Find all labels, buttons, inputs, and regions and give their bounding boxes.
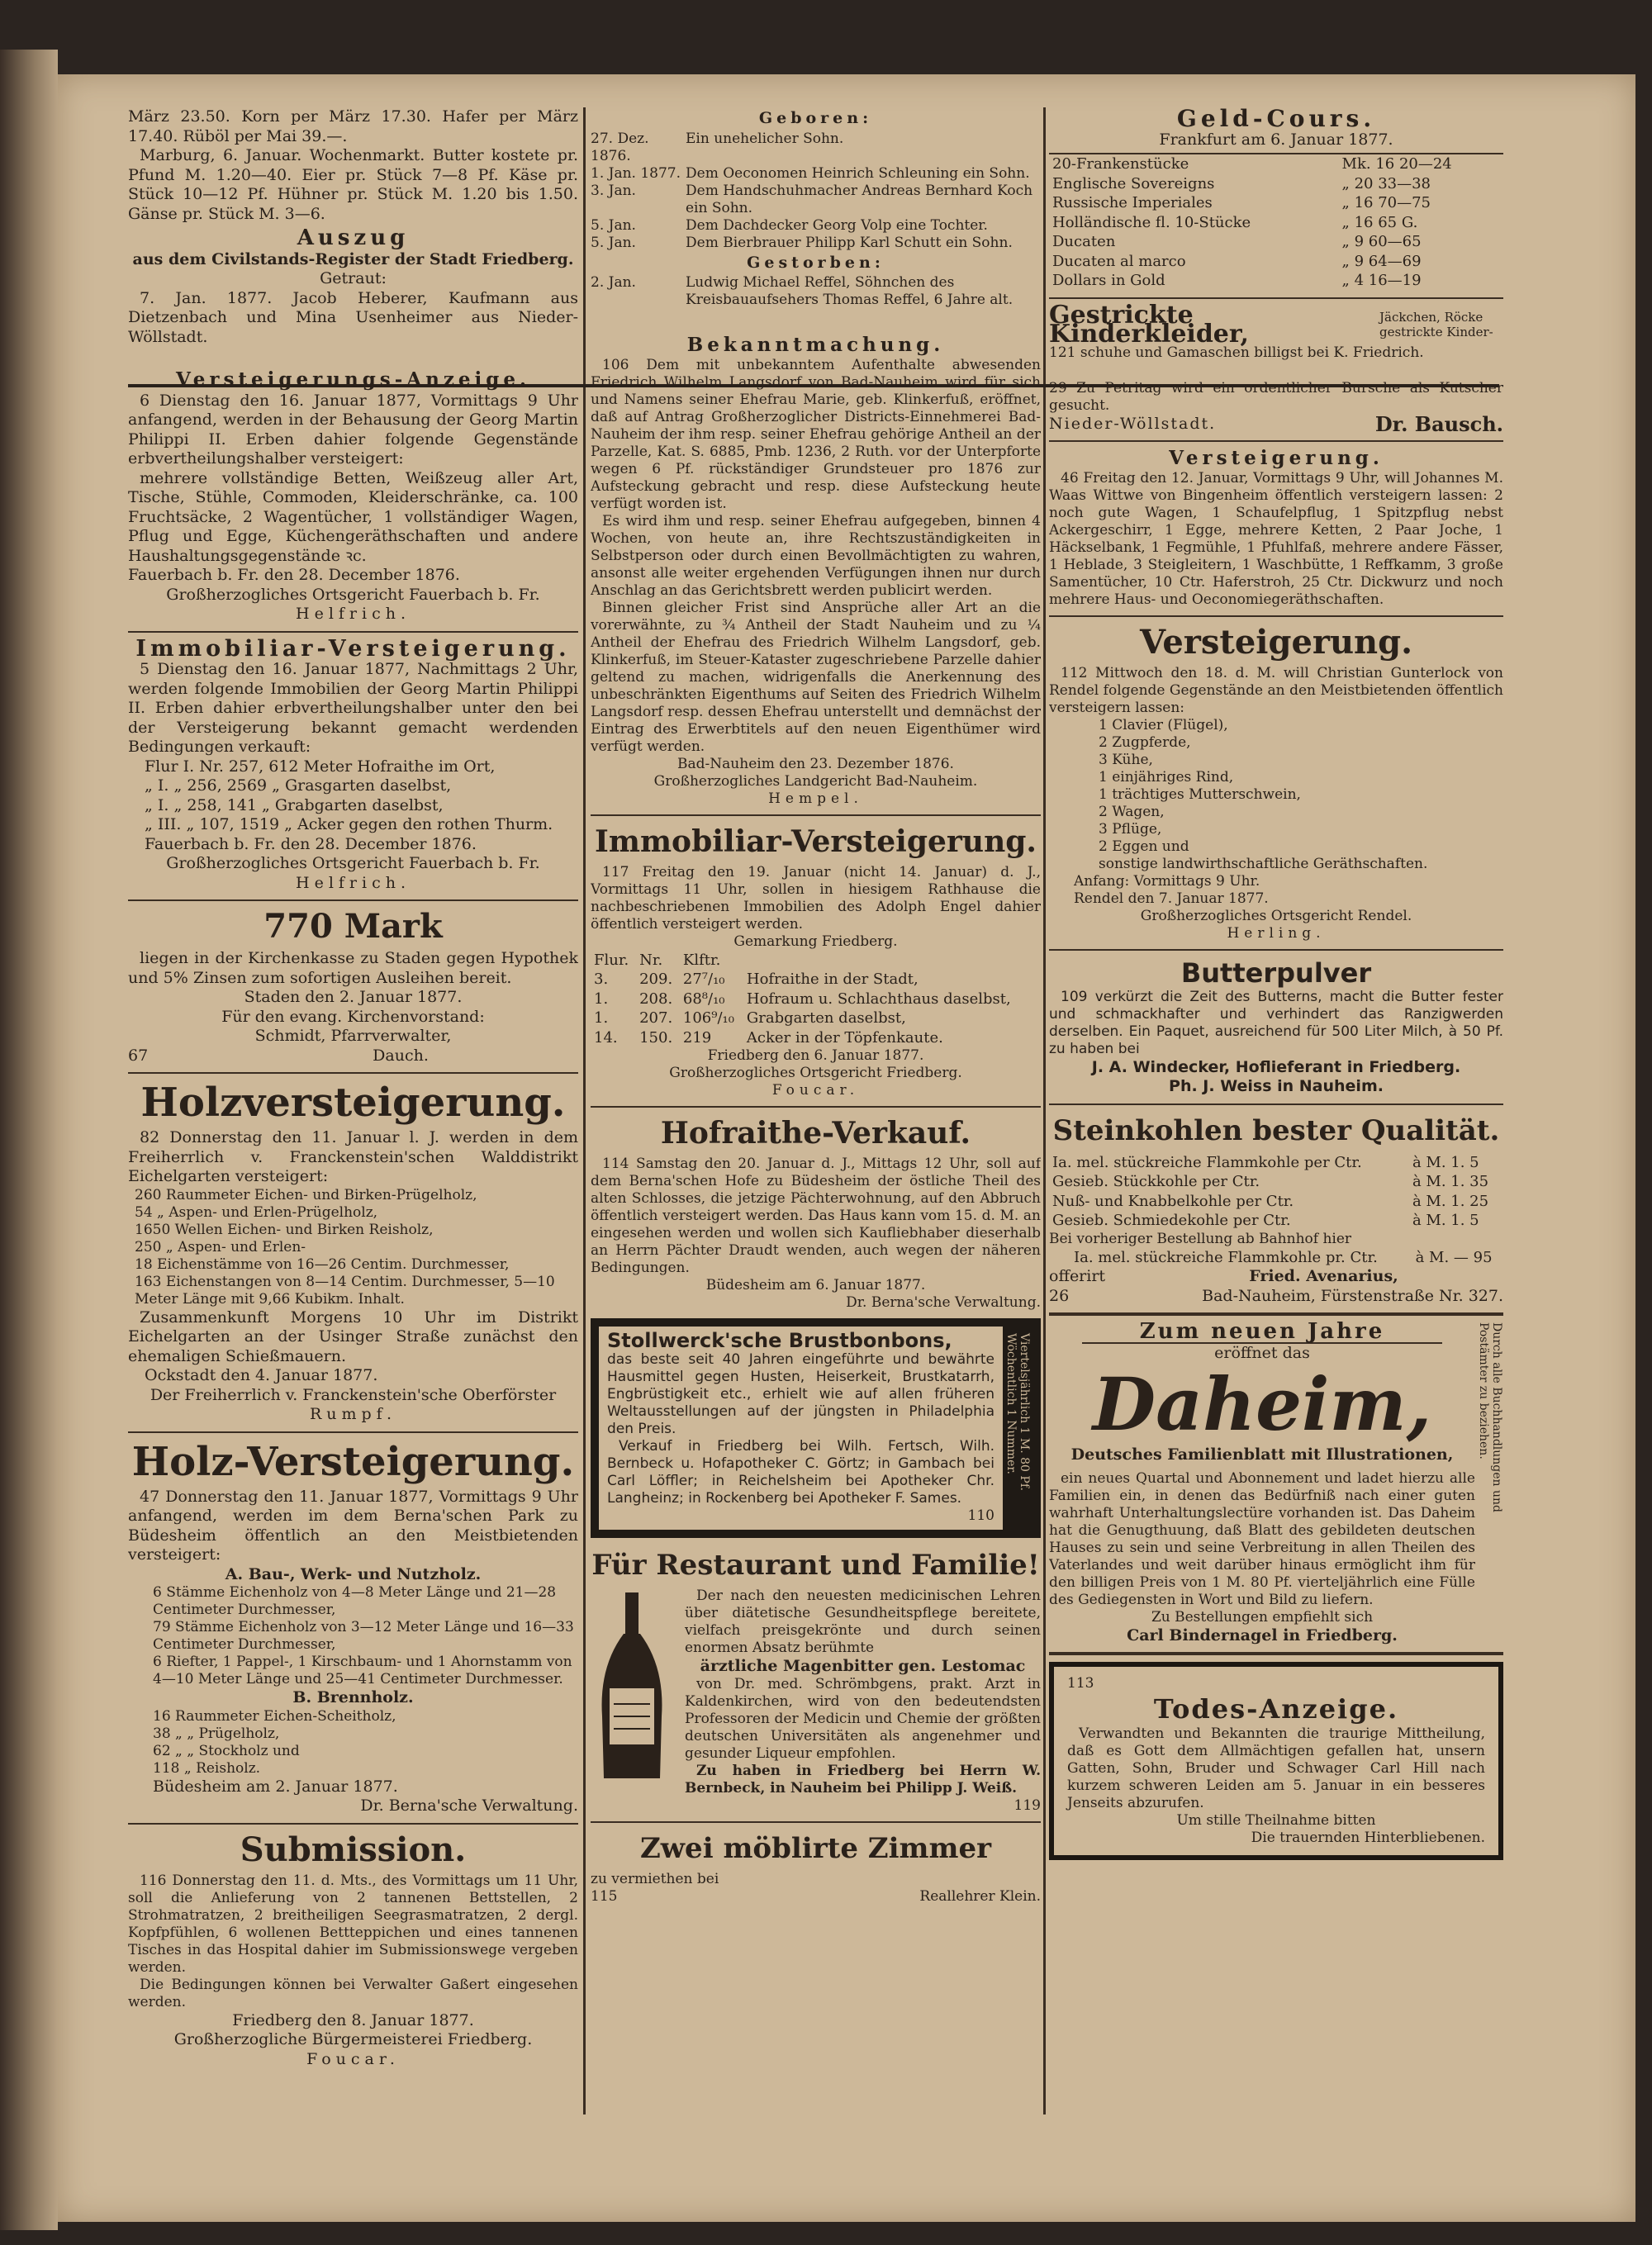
submission-text: 116 Donnerstag den 11. d. Mts., des Vormittags um 11 Uhr, soll die Anlieferung von 2 tannenen Bettstellen, 2 Strohmatratzen, 2 breitheiligen Seegrasmatratzen, 2 dergl. Kopfpfühlen, 6 wollenen Bettteppichen und eines tannenen Tisches in das Hospital dahier im Submissionswege vergeben werden. <box>128 1872 578 1976</box>
holzversteigerung-sig2: Rumpf. <box>309 1405 397 1423</box>
geboren-label: Geboren: <box>758 109 873 127</box>
bekanntmachung-date: Bad-Nauheim den 23. Dezember 1876. <box>677 755 954 772</box>
bursche-place: Nieder-Wöllstadt. <box>1049 414 1217 433</box>
table-cell: à M. — 95 <box>1415 1248 1493 1266</box>
birth-row <box>591 131 1041 165</box>
butterpulver-sig2: Ph. J. Weiss in Nauheim. <box>1169 1077 1384 1095</box>
bekanntmachung-sig1: Großherzogliches Landgericht Bad-Nauheim. <box>653 772 978 790</box>
table-cell: „ 16 70—75 <box>1341 194 1431 211</box>
immobiliar2-sig1: Großherzogliches Ortsgericht Friedberg. <box>669 1065 962 1081</box>
table-cell: Ia. mel. stückreiche Flammkohle pr. Ctr. <box>1074 1248 1378 1266</box>
daheim-top: Zum neuen Jahre <box>1082 1322 1442 1344</box>
table-row <box>1049 213 1503 233</box>
auszug-subtitle: aus dem Civilstands-Register der Stadt Friedberg. <box>132 249 574 268</box>
divider <box>1049 1104 1503 1105</box>
versteigerung2-item: 1 einjähriges Rind, <box>1099 768 1234 786</box>
holz-versteigerung-b-item-4: 118 „ Reisholz. <box>153 1759 261 1777</box>
divider <box>1049 949 1503 951</box>
table-header-cell: Klftr. <box>682 951 721 969</box>
holzversteigerung-date: Ockstadt den 4. Januar 1877. <box>145 1366 378 1384</box>
submission-sig2: Foucar. <box>306 2049 400 2068</box>
todes-anzeige <box>1049 1662 1503 1860</box>
birth-row <box>591 183 1041 217</box>
stollwerck-ad <box>591 1318 1041 1538</box>
table-row <box>1049 1192 1503 1212</box>
divider <box>591 1106 1041 1108</box>
table-row <box>1049 271 1503 291</box>
table-cell: 207. <box>639 1009 673 1027</box>
versteigerungs-anzeige-sig2: Helfrich. <box>296 605 411 623</box>
holzversteigerung-item-5: 18 Eichenstämme von 16—26 Centim. Durchmesser, <box>135 1255 510 1273</box>
todes-anzeige-quiet: Um stille Theilnahme bitten <box>1176 1812 1376 1829</box>
table-row <box>591 990 1041 1009</box>
bursche-footer <box>1049 411 1503 436</box>
table-row <box>1049 1248 1503 1268</box>
versteigerung2-item: 2 Zugpferde, <box>1099 733 1191 751</box>
immobiliar-row-2: „ I. „ 256, 2569 „ Grasgarten daselbst, <box>145 776 452 795</box>
submission-date: Friedberg den 8. Januar 1877. <box>232 2010 474 2029</box>
table-cell: 1. <box>594 1009 609 1027</box>
table-cell: Russische Imperiales <box>1052 194 1213 211</box>
butterpulver-sig1: J. A. Windecker, Hoflieferant in Friedberg. <box>1091 1057 1461 1076</box>
holzversteigerung-title: Holzversteigerung. <box>140 1080 566 1126</box>
geld-cours-title: Geld-Cours. <box>1176 107 1376 132</box>
versteigerung2-text: 112 Mittwoch den 18. d. M. will Christian Gunterlock von Rendel folgende Gegenstände an den Meistbietenden öffentlich versteigern lassen: <box>1049 664 1503 716</box>
divider <box>128 1072 578 1074</box>
table-cell: 27⁷/₁₀ <box>682 971 725 988</box>
stollwerck-text: das beste seit 40 Jahren eingeführte und bewährte Hausmittel gegen Husten, Heiserkeit, Brustkatarrh, Engbrüstigkeit etc., erhielt wie auf allen früheren Weltausstellungen auf der jüngsten in Philadelphia den Preis. <box>607 1350 995 1437</box>
holzversteigerung-item-4: 250 „ Aspen- und Erlen- <box>135 1238 306 1255</box>
table-cell: Holländische fl. 10-Stücke <box>1052 213 1251 231</box>
holz-versteigerung-a-item-1: 6 Stämme Eichenholz von 4—8 Meter Länge und 21—28 Centimeter Durchmesser, <box>153 1584 557 1618</box>
holz-versteigerung-a-item-3: 6 Riefter, 1 Pappel-, 1 Kirschbaum- und 1 Ahornstamm von 4—10 Meter Länge und 25—41 Centimeter Durchmesser. <box>153 1654 572 1687</box>
table-cell: Nuß- und Knabbelkohle per Ctr. <box>1052 1192 1294 1210</box>
770-mark-sig3: Dauch. <box>373 1046 429 1065</box>
kinderkleider-ad <box>1049 300 1503 349</box>
column-rule-2 <box>1043 107 1046 2114</box>
birth-date: 27. Dez. 1876. <box>591 130 649 164</box>
birth-text: Ein unehelicher Sohn. <box>686 130 844 147</box>
todes-anzeige-num: 113 <box>1067 1675 1094 1692</box>
market-report-a: März 23.50. Korn per März 17.30. Hafer per März 17.40. Rüböl per Mai 39.—. <box>128 107 578 145</box>
divider <box>128 1431 578 1433</box>
daheim-sig: Carl Bindernagel in Friedberg. <box>1127 1626 1398 1645</box>
770-mark-title: 770 Mark <box>263 907 443 946</box>
submission-text2: Die Bedingungen können bei Verwalter Gaßert eingesehen werden. <box>128 1976 578 2010</box>
steinkohlen-addr: Bad-Nauheim, Fürstenstraße Nr. 327. <box>1202 1286 1503 1305</box>
birth-row <box>591 217 1041 235</box>
stollwerck-sale: Verkauf in Friedberg bei Wilh. Fertsch, Wilh. Bernbeck u. Hofapotheker C. Görtz; in Gambach bei Carl Löffler; in Reichelsheim bei Apotheker Chr. Langheinz; in Rockenberg bei Apotheker F. Sames. <box>607 1437 995 1507</box>
versteigerung2-item: 1 trächtiges Mutterschwein, <box>1099 786 1301 803</box>
column-3 <box>1049 107 1503 2139</box>
holzversteigerung-item-6: 163 Eichenstangen von 8—14 Centim. Durchmesser, 5—10 Meter Länge mit 9,66 Kubikm. Inhalt. <box>135 1273 555 1308</box>
table-cell: „ 9 60—65 <box>1341 233 1422 250</box>
table-row <box>591 970 1041 990</box>
versteigerung2-item: 2 Eggen und <box>1099 838 1189 855</box>
divider <box>1049 1312 1503 1316</box>
table-row <box>1049 1211 1503 1231</box>
versteigerung1-text: 46 Freitag den 12. Januar, Vormittags 9 Uhr, will Johannes M. Waas Wittwe von Bingenheim öffentlich versteigern lassen: 2 noch gute Wagen, 1 Schaufelpflug, 1 Spitzpflug nebst Ackergeschirr, 1 Egge, mehrere Ketten, 2 Paar Joche, 1 Häckselbank, 1 Fegmühle, 1 Pfuhlfaß, mehrere andere Fässer, 1 Heblade, 3 Steigleitern, 1 Waschbütte, 1 Reffkamm, 3 große Samentücher, 10 Ctr. Haferstroh, 25 Ctr. Dickwurz und noch mehrere Haus- und Oeconomiegeräthschaften. <box>1049 469 1503 608</box>
geld-cours-table <box>1049 153 1503 291</box>
table-row <box>1049 154 1503 174</box>
daheim-side: Durch alle Buchhandlungen und Postämter zu beziehen. <box>1477 1322 1503 1513</box>
bursche-text: 29 Zu Petritag wird ein ordentlicher Bursche als Kutscher gesucht. <box>1049 379 1503 414</box>
steinkohlen-title: Steinkohlen bester Qualität. <box>1052 1113 1500 1147</box>
immobiliar-text: 5 Dienstag den 16. Januar 1877, Nachmittags 2 Uhr, werden folgende Immobilien der Georg Martin Philippi II. Erben dahier erbvertheilungshalber unter den bei der Versteigerung bekannt gemacht werdenden Bedingungen verkauft: <box>128 660 578 756</box>
immobiliar-sig1: Großherzogliches Ortsgericht Fauerbach b. Fr. <box>166 854 540 872</box>
immobiliar2-sig2: Foucar. <box>771 1082 860 1099</box>
table-cell: Hofraum u. Schlachthaus daselbst, <box>746 990 1011 1008</box>
table-cell: Acker in der Töpfenkaute. <box>746 1028 943 1047</box>
holz-versteigerung-a: A. Bau-, Werk- und Nutzholz. <box>225 1564 482 1583</box>
market-report-b: Marburg, 6. Januar. Wochenmarkt. Butter kostete pr. Pfund M. 1.20—40. Eier pr. Stück 7—8 Pf. Käse pr. Stück 10—12 Pf. Hühner pr. Stück M. 1.20 bis 1.50. Gänse pr. Stück M. 3—6. <box>128 146 578 223</box>
table-cell: „ 16 65 G. <box>1341 213 1418 231</box>
770-mark-sig2: Schmidt, Pfarrverwalter, <box>254 1027 452 1045</box>
table-cell: à M. 1. 35 <box>1412 1173 1489 1190</box>
zimmer-sig: Reallehrer Klein. <box>919 1888 1041 1905</box>
birth-row <box>591 235 1041 252</box>
immobiliar-row-4: „ III. „ 107, 1519 „ Acker gegen den rothen Thurm. <box>145 815 553 833</box>
birth-date: 5. Jan. <box>591 234 636 251</box>
divider <box>591 1821 1041 1823</box>
770-mark-num: 67 <box>128 1046 149 1065</box>
submission-sig1: Großherzogliche Bürgermeisterei Friedberg. <box>173 2030 533 2048</box>
table-cell: 1. <box>594 990 609 1008</box>
table-cell: 208. <box>639 990 673 1008</box>
birth-date: 5. Jan. <box>591 216 636 234</box>
table-row <box>1049 174 1503 194</box>
restaurant-title: Für Restaurant und Familie! <box>591 1548 1040 1582</box>
steinkohlen-sig-row <box>1049 1267 1503 1287</box>
divider <box>1049 615 1503 617</box>
divider <box>128 899 578 901</box>
table-cell: Gesieb. Stückkohle per Ctr. <box>1052 1173 1260 1190</box>
steinkohlen-sig: Fried. Avenarius, <box>1249 1267 1398 1285</box>
versteigerungs-anzeige-date: Fauerbach b. Fr. den 28. December 1876. <box>128 566 460 584</box>
holzversteigerung-item-2: 54 „ Aspen- und Erlen-Prügelholz, <box>135 1203 378 1221</box>
table-header-cell: Nr. <box>639 951 663 969</box>
bekanntmachung-text2: Es wird ihm und resp. seiner Ehefrau aufgegeben, binnen 4 Wochen, von heute an, ihre Rechtszuständigkeiten in Selbstperson oder durch einen Bevollmächtigten zu wahren, ansonst alle weiter ergehenden Verfügungen ihnen nur durch Anschlag an das Gerichtsbrett werden publicirt werden. <box>591 512 1041 599</box>
todes-anzeige-title: Todes-Anzeige. <box>1153 1693 1399 1725</box>
todes-anzeige-text: Verwandten und Bekannten die traurige Mittheilung, daß es Gott dem Allmächtigen gefallen hat, unsern Gatten, Sohn, Bruder und Schwager Carl Hill nach kurzem schweren Leiden am 5. Januar in ein besseres Jenseits abzurufen. <box>1067 1725 1485 1811</box>
versteigerungs-anzeige-items: mehrere vollständige Betten, Weißzeug aller Art, Tische, Stühle, Commoden, Kleiderschränke, ca. 100 Fruchtsäcke, 2 Wagentücher, 1 vollständiger Wagen, Pflug und Egge, Küchengeräthschaften und andere Haushaltungsgegenstände ꝛc. <box>128 468 578 565</box>
immobiliar2-table <box>591 951 1041 1048</box>
birth-row <box>591 165 1041 183</box>
holzversteigerung-item-3: 1650 Wellen Eichen- und Birken Reisholz, <box>135 1221 434 1238</box>
table-cell: 106⁹/₁₀ <box>682 1009 734 1027</box>
table-cell: 14. <box>594 1028 618 1047</box>
steinkohlen-table-2 <box>1049 1248 1503 1268</box>
zimmer-footer <box>591 1888 1041 1906</box>
daheim-text: ein neues Quartal und Abonnement und ladet hierzu alle Familien ein, in denen das Bedürfniß nach einer guten wahrhaft Unterhaltungslectüre vorhanden ist. Das Daheim hat die Genugthuung, daß Blatt des gebildeten deutschen Hauses zu sein und seine Verbreitung in allen Theilen des Vaterlandes und weit darüber hinaus ermöglicht ihm für den billigen Preis von 1 M. 80 Pf. vierteljährlich eine Fülle des Gediegensten in Wort und Bild zu liefern. <box>1049 1469 1475 1608</box>
immobiliar-row-1: Flur I. Nr. 257, 612 Meter Hofraithe im Ort, <box>145 757 496 776</box>
stollwerck-side: Viertelsjährlich 1 M. 80 Pf. Wöchentlich 1 Nummer. <box>1004 1333 1031 1491</box>
daheim-sub: Deutsches Familienblatt mit Illustrationen, <box>1070 1445 1454 1464</box>
restaurant-num: 119 <box>1014 1797 1041 1814</box>
table-row <box>1049 1153 1503 1173</box>
table-cell: Englische Sovereigns <box>1052 174 1215 192</box>
divider <box>128 1823 578 1825</box>
versteigerungs-anzeige-text: 6 Dienstag den 16. Januar 1877, Vormittags 9 Uhr anfangend, werden in der Behausung der Georg Martin Philippi II. Erben dahier folgende Gegenstände erbvertheilungshalber versteigert: <box>128 391 578 468</box>
divider <box>1049 297 1503 299</box>
hofraithe-date: Büdesheim am 6. Januar 1877. <box>705 1277 926 1293</box>
restaurant-product: ärztliche Magenbitter gen. Lestomac <box>700 1656 1026 1675</box>
steinkohlen-num: 26 <box>1049 1286 1070 1305</box>
holz-versteigerung-b-item-1: 16 Raummeter Eichen-Scheitholz, <box>153 1707 396 1725</box>
immobiliar2-date: Friedberg den 6. Januar 1877. <box>707 1047 924 1064</box>
table-header <box>591 951 1041 971</box>
770-mark-text: liegen in der Kirchenkasse zu Staden gegen Hypothek und 5% Zinsen zum sofortigen Ausleihen bereit. <box>128 949 578 987</box>
holz-versteigerung-a-item-2: 79 Stämme Eichenholz von 3—12 Meter Länge und 16—33 Centimeter Durchmesser, <box>153 1619 574 1653</box>
table-header-cell <box>743 951 1041 971</box>
table-row <box>591 1009 1041 1028</box>
immobiliar2-text: 117 Freitag den 19. Januar (nicht 14. Januar) d. J., Vormittags 11 Uhr, sollen in hiesigem Rathhause die nachbeschriebenen Immobilien des Adolph Engel dahier öffentlich versteigert werden. <box>591 863 1041 933</box>
table-cell: „ 4 16—19 <box>1341 272 1422 289</box>
table-cell: Hofraithe in der Stadt, <box>746 971 919 988</box>
versteigerung2-sig1: Großherzogliches Ortsgericht Rendel. <box>1140 907 1412 924</box>
bekanntmachung-sig2: Hempel. <box>768 790 863 807</box>
versteigerung1-title: Versteigerung. <box>1169 447 1384 469</box>
hofraithe-text: 114 Samstag den 20. Januar d. J., Mittags 12 Uhr, soll auf dem Berna'schen Hofe zu Büdesheim der östliche Theil des alten Schlosses, die jetzige Pächterwohnung, auf den Abbruch öffentlich versteigert werden. Das Haus kann vom 15. d. M. an eingesehen werden und wollen sich Kaufliebhaber dieserhalb an Herrn Pächter Draudt wenden, auch wegen der näheren Bedingungen. <box>591 1156 1041 1276</box>
restaurant-text2: von Dr. med. Schrömbgens, prakt. Arzt in Kaldenkirchen, wird von den bedeutendsten Professoren der Medicin und Chemie der größten deutschen Universitäten als angenehmer und gesunder Liqueur empfohlen. <box>685 1676 1041 1762</box>
versteigerung2-item: 3 Pflüge, <box>1099 820 1162 838</box>
steinkohlen-pre: Bei vorheriger Bestellung ab Bahnhof hier <box>1049 1230 1352 1247</box>
zimmer-title: Zwei möblirte Zimmer <box>639 1832 992 1865</box>
divider <box>128 631 578 633</box>
table-row <box>591 1028 1041 1048</box>
table-cell: à M. 1. 25 <box>1412 1192 1489 1210</box>
versteigerung2-item: 1 Clavier (Flügel), <box>1099 716 1228 733</box>
table-cell: 68⁸/₁₀ <box>682 990 725 1008</box>
daheim-open: eröffnet das <box>1214 1343 1310 1362</box>
zimmer-text: zu vermiethen bei <box>591 1871 719 1887</box>
table-header-cell: Flur. <box>594 951 629 969</box>
birth-text: Dem Oeconomen Heinrich Schleuning ein Sohn. <box>686 164 1030 182</box>
death-row <box>591 274 1041 309</box>
holz-versteigerung-date: Büdesheim am 2. Januar 1877. <box>153 1777 398 1796</box>
holzversteigerung-meet: Zusammenkunft Morgens 10 Uhr im Distrikt Eichelgarten an der Usinger Straße zunächst den ehemaligen Schießmauern. <box>128 1308 578 1365</box>
immobiliar-date: Fauerbach b. Fr. den 28. December 1876. <box>145 834 477 853</box>
table-cell: 3. <box>594 971 609 988</box>
versteigerung2-title: Versteigerung. <box>1139 622 1413 662</box>
divider <box>591 814 1041 816</box>
table-cell: Ducaten <box>1052 233 1116 250</box>
holzversteigerung-sig1: Der Freiherrlich v. Franckenstein'sche Oberförster <box>150 1385 557 1404</box>
versteigerung2-date: Rendel den 7. Januar 1877. <box>1074 890 1269 907</box>
table-row <box>1049 252 1503 272</box>
versteigerung2-item: 3 Kühe, <box>1099 751 1153 768</box>
versteigerung2-start: Anfang: Vormittags 9 Uhr. <box>1074 872 1260 890</box>
bekanntmachung-text3: Binnen gleicher Frist sind Ansprüche aller Art an die vorerwähnte, zu ¾ Antheil der Stadt Nauheim und zu ¼ Antheil der Ehefrau des Friedrich Wilhelm Langsdorf, geb. Klinkerfuß, im Steuer-Kataster zugeschriebene Parzelle dahier geltend zu machen, widrigenfalls die Anerkennung des unbeschränkten Eigenthums auf Seiten des Friedrich Wilhelm Langsdorf resp. dessen Ehefrau unterstellt und demnächst der Eintrag des Erwerbtitels auf den neuen Eigenthümer wird verfügt werden. <box>591 599 1041 755</box>
todes-anzeige-sig: Die trauernden Hinterbliebenen. <box>1251 1830 1485 1846</box>
table-cell: 20-Frankenstücke <box>1052 155 1189 173</box>
holz-versteigerung-b-item-2: 38 „ „ Prügelholz, <box>153 1725 280 1742</box>
table-cell: „ 20 33—38 <box>1341 174 1431 192</box>
holz-versteigerung-title: Holz-Versteigerung. <box>131 1438 575 1485</box>
kinderkleider-text: 121 schuhe und Gamaschen billigst bei K. Friedrich. <box>1049 344 1424 361</box>
hofraithe-sig: Dr. Berna'sche Verwaltung. <box>846 1294 1041 1311</box>
770-mark-footer <box>128 1047 578 1066</box>
770-mark-date: Staden den 2. Januar 1877. <box>244 988 463 1006</box>
versteigerung2-item: 2 Wagen, <box>1099 803 1165 820</box>
column-rule-1 <box>583 107 586 2114</box>
hofraithe-title: Hofraithe-Verkauf. <box>660 1116 971 1151</box>
table-cell: „ 9 64—69 <box>1341 252 1422 270</box>
steinkohlen-table <box>1049 1153 1503 1231</box>
table-cell: Ia. mel. stückreiche Flammkohle per Ctr. <box>1052 1153 1362 1171</box>
restaurant-text: Der nach den neuesten medicinischen Lehren über diätetische Gesundheitspflege bereitete, vielfach preisgekrönte und durch seinen enormen Absatz berühmte <box>685 1587 1041 1656</box>
table-cell: Gesieb. Schmiedekohle per Ctr. <box>1052 1212 1291 1229</box>
table-cell: à M. 1. 5 <box>1412 1153 1479 1171</box>
bekanntmachung-title: Bekanntmachung. <box>686 334 945 356</box>
table-row <box>1049 1172 1503 1192</box>
butterpulver-title: Butterpulver <box>1180 956 1372 989</box>
kinderkleider-right: Jäckchen, Röcke gestrickte Kinder- <box>1379 310 1493 339</box>
bottle-icon <box>591 1592 673 1782</box>
holz-versteigerung-text: 47 Donnerstag den 11. Januar 1877, Vormittags 9 Uhr anfangend, werden im dem Berna'schen Park zu Büdesheim öffentlich an den Meistbietenden versteigert: <box>128 1487 578 1564</box>
immobiliar-title: Immobiliar-Versteigerung. <box>135 635 571 662</box>
auszug-title: Auszug <box>297 225 410 250</box>
770-mark-sig1: Für den evang. Kirchenvorstand: <box>221 1007 485 1026</box>
kinderkleider-title: Gestrickte Kinderkleider, <box>1049 300 1249 349</box>
death-date: 2. Jan. <box>591 274 636 291</box>
immobiliar-sig2: Helfrich. <box>296 873 411 892</box>
birth-text: Dem Handschuhmacher Andreas Bernhard Koch ein Sohn. <box>686 182 1033 216</box>
table-cell: Ducaten al marco <box>1052 252 1186 270</box>
getraut-label: Getraut: <box>320 269 387 287</box>
immobiliar-row-3: „ I. „ 258, 141 „ Grabgarten daselbst, <box>145 795 444 814</box>
stollwerck-title: Stollwerck'sche Brustbonbons, <box>607 1329 952 1352</box>
daheim-ad <box>1049 1319 1503 1645</box>
table-cell: Grabgarten daselbst, <box>746 1009 906 1027</box>
versteigerungs-anzeige-sig1: Großherzogliches Ortsgericht Fauerbach b. Fr. <box>166 585 540 604</box>
steinkohlen-offerirt: offerirt <box>1049 1267 1106 1285</box>
holz-versteigerung-b-item-3: 62 „ „ Stockholz und <box>153 1742 300 1759</box>
stollwerck-num: 110 <box>967 1507 995 1524</box>
butterpulver-text: 109 verkürzt die Zeit des Butterns, macht die Butter fester und schmackhafter und verhindert das Ranzigwerden derselben. Ein Paquet, ausreichend für 500 Liter Milch, à 50 Pf. zu haben bei <box>1049 988 1503 1057</box>
birth-text: Dem Bierbrauer Philipp Karl Schutt ein Sohn. <box>686 234 1013 251</box>
versteigerung2-item: sonstige landwirthschaftliche Geräthschaften. <box>1099 855 1428 872</box>
restaurant-sale: Zu haben in Friedberg bei Herrn W. Bernbeck, in Nauheim bei Philipp J. Weiß. <box>685 1763 1041 1796</box>
versteigerungs-anzeige-title: Versteigerungs-Anzeige. <box>175 368 530 391</box>
column-1 <box>128 107 578 2139</box>
book-spine-edge <box>0 50 58 2230</box>
bursche-sig: Dr. Bausch. <box>1374 411 1503 436</box>
death-text: Ludwig Michael Reffel, Söhnchen des Kreisbauaufsehers Thomas Reffel, 6 Jahre alt. <box>686 274 1014 308</box>
steinkohlen-addr-row <box>1049 1287 1503 1307</box>
table-cell: Dollars in Gold <box>1052 272 1165 289</box>
table-cell: 150. <box>639 1028 673 1047</box>
daheim-title: Daheim, <box>1092 1361 1432 1447</box>
birth-text: Dem Dachdecker Georg Volp eine Tochter. <box>686 216 988 234</box>
holzversteigerung-item-1: 260 Raummeter Eichen- und Birken-Prügelholz, <box>135 1186 477 1203</box>
table-row <box>1049 193 1503 213</box>
table-row <box>1049 232 1503 252</box>
divider <box>1049 440 1503 442</box>
geld-cours-sub: Frankfurt am 6. Januar 1877. <box>1159 130 1393 149</box>
holz-versteigerung-sig: Dr. Berna'sche Verwaltung. <box>360 1796 578 1815</box>
table-cell: à M. 1. 5 <box>1412 1212 1479 1229</box>
table-cell: 219 <box>682 1028 712 1047</box>
column-2 <box>591 107 1041 2139</box>
versteigerung2-sig2: Herling. <box>1227 924 1326 942</box>
birth-date: 3. Jan. <box>591 182 636 199</box>
gestorben-label: Gestorben: <box>747 253 885 272</box>
zimmer-num: 115 <box>591 1888 618 1905</box>
table-cell: Mk. 16 20—24 <box>1341 155 1452 173</box>
bekanntmachung-text1: 106 Dem mit unbekanntem Aufenthalte abwesenden Friedrich Wilhelm Langsdorf von Bad-Nauheim wird für sich und Namens seiner Ehefrau Marie, geb. Klinkerfuß, eröffnet, daß auf Antrag Großherzoglicher Districts-Einnehmerei Bad-Nauheim der ihm resp. seiner Ehefrau gehörige Antheil an der Parzelle, Kat. S. 6885, Pmb. 1236, 2 Ruth. vor der Unterpforte wegen 6 Pf. rückständiger Grundsteuer pro 1876 zur Aufsteckung gebracht und resp. diese Aufsteckung heute verfügt worden ist. <box>591 356 1041 512</box>
getraut-text: 7. Jan. 1877. Jacob Heberer, Kaufmann aus Dietzenbach und Mina Usenheimer aus Nieder-Wöllstadt. <box>128 288 578 346</box>
daheim-order: Zu Bestellungen empfiehlt sich <box>1151 1608 1374 1626</box>
birth-date: 1. Jan. 1877. <box>591 164 681 182</box>
submission-title: Submission. <box>240 1830 467 1869</box>
table-cell: 209. <box>639 971 673 988</box>
immobiliar2-gemarkung: Gemarkung Friedberg. <box>733 933 898 950</box>
holz-versteigerung-b: B. Brennholz. <box>292 1688 414 1706</box>
immobiliar2-title: Immobiliar-Versteigerung. <box>595 823 1037 859</box>
holzversteigerung-text: 82 Donnerstag den 11. Januar l. J. werden in dem Freiherrlich v. Franckenstein'schen Walddistrikt Eichelgarten versteigert: <box>128 1128 578 1185</box>
divider <box>1049 1652 1503 1655</box>
